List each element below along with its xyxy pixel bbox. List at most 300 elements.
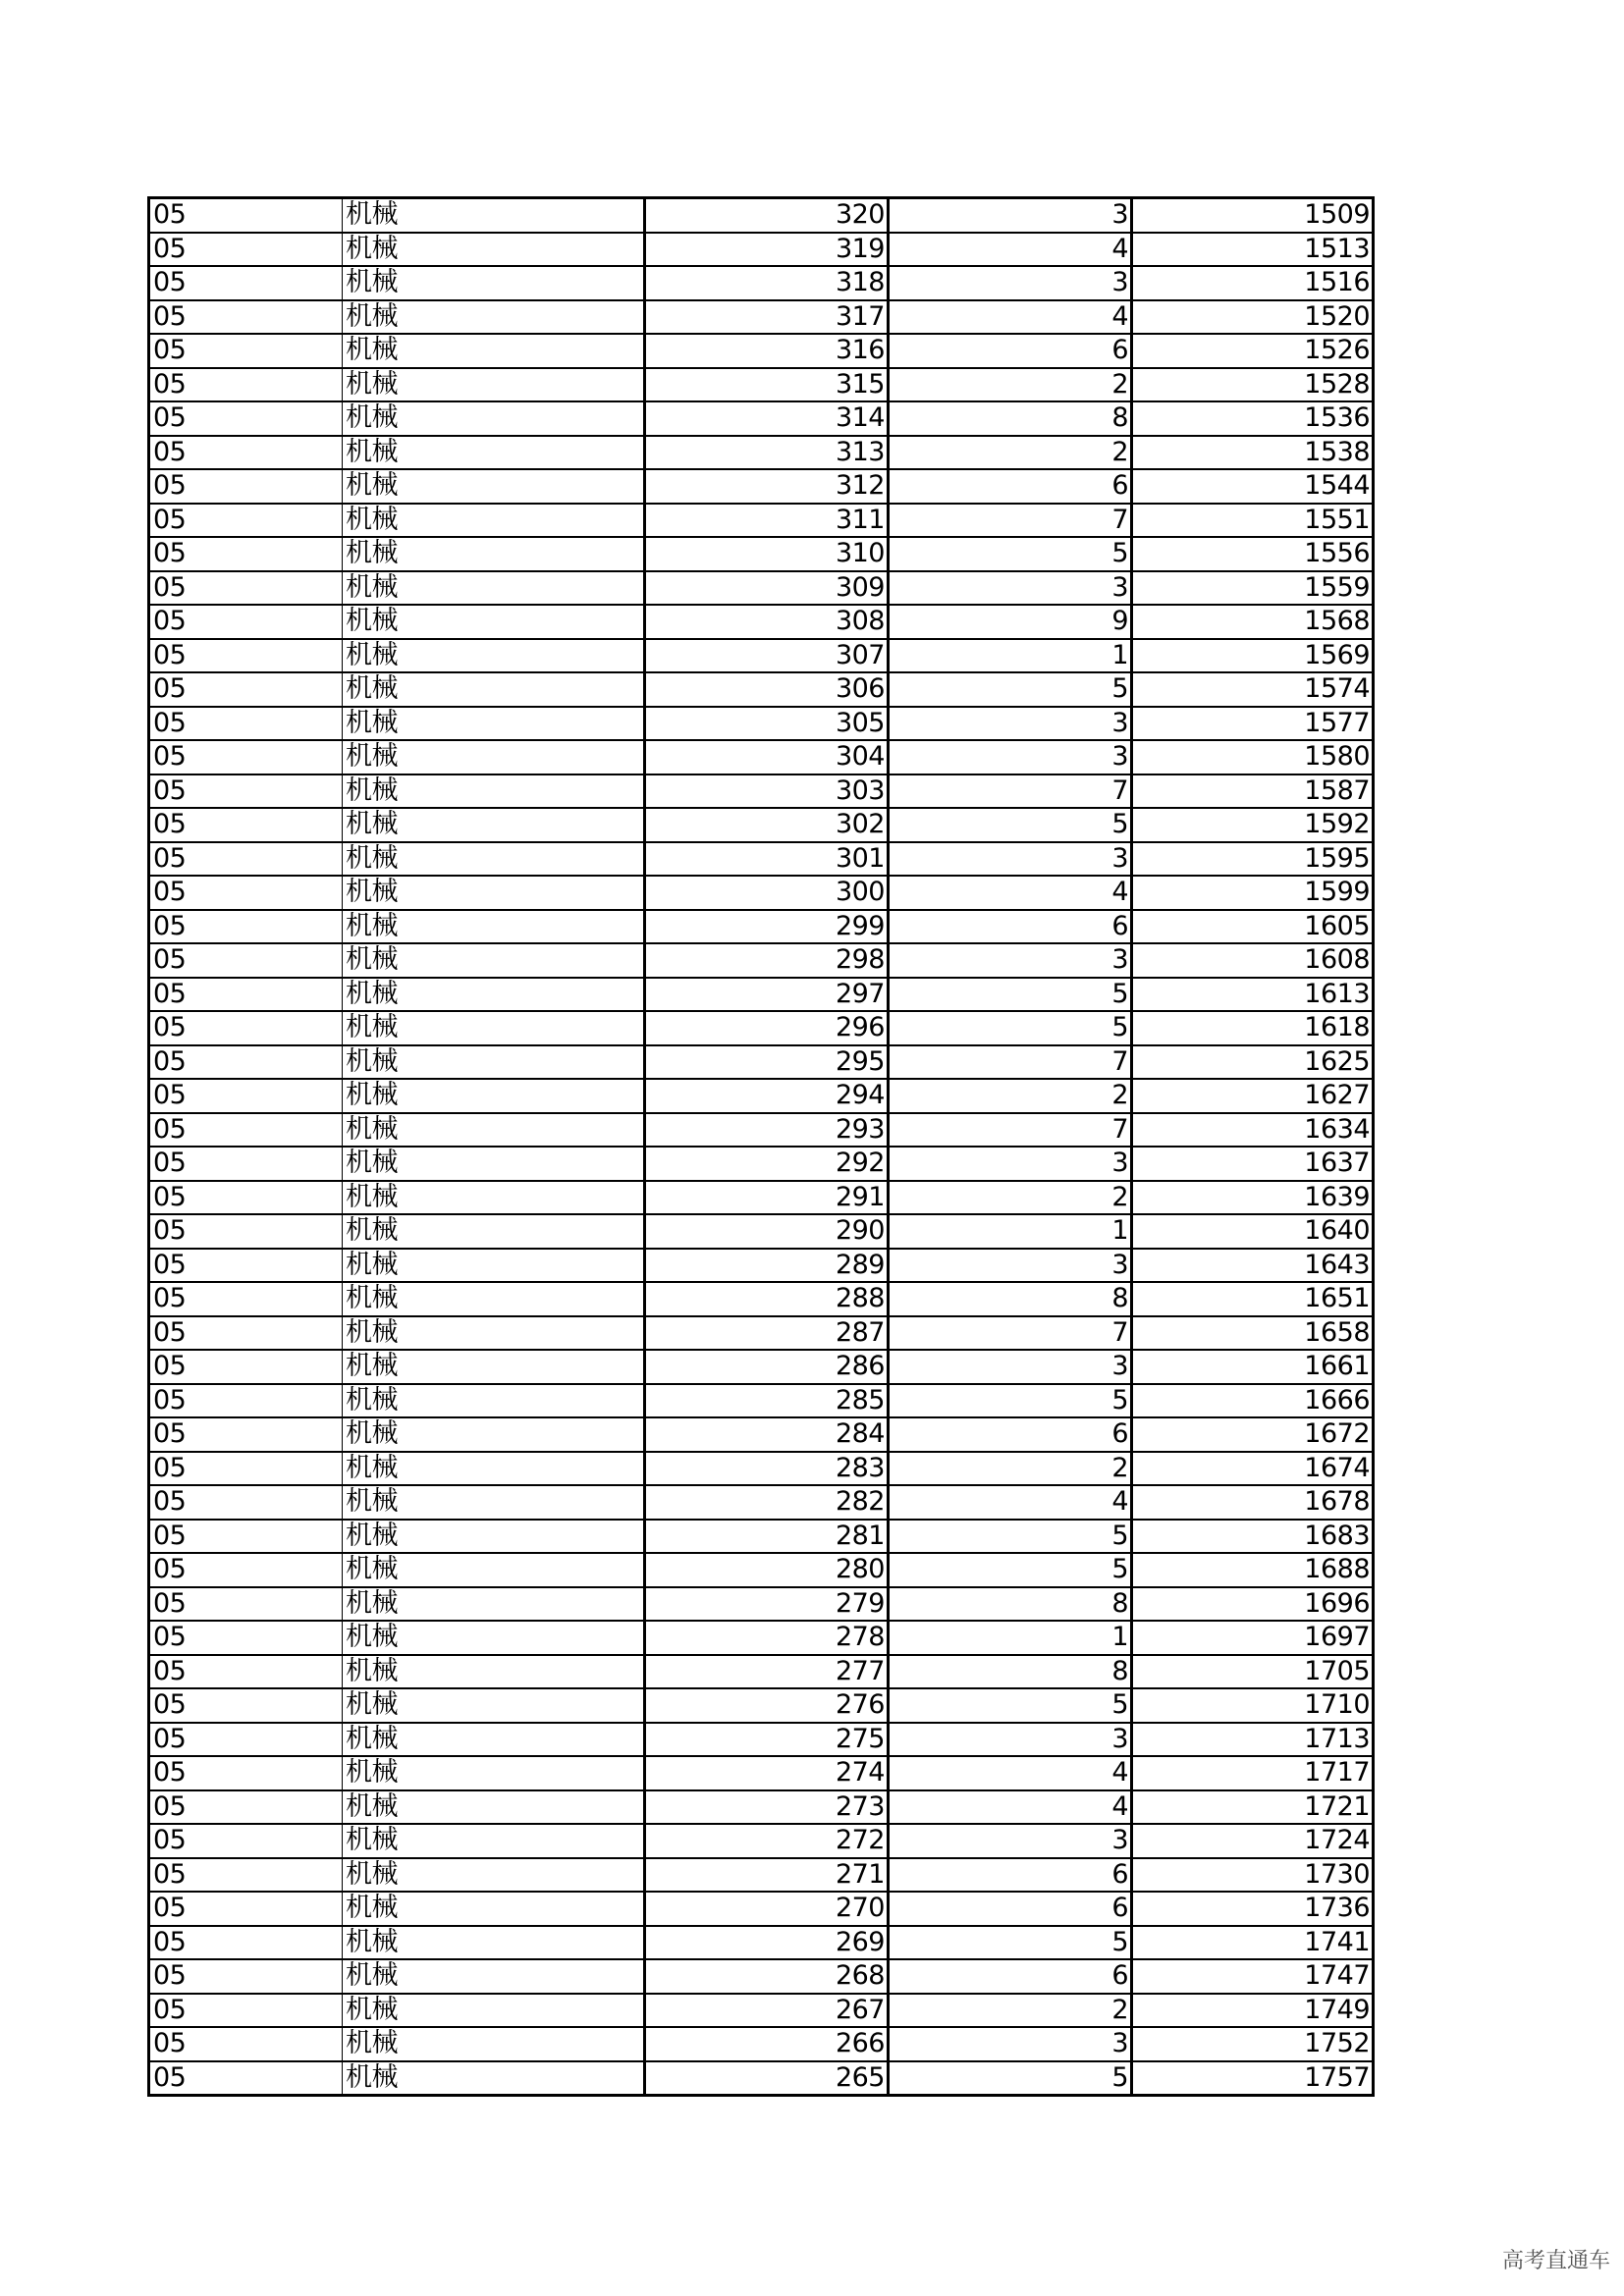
table-row — [149, 943, 1374, 978]
cumulative-cell: 1651 — [1132, 1282, 1374, 1316]
table-row — [149, 436, 1374, 470]
code-cell: 05 — [149, 1858, 343, 1893]
subject-cell: 机械 — [343, 910, 645, 944]
score-cell: 320 — [645, 198, 889, 233]
count-cell: 3 — [889, 1147, 1132, 1181]
subject-cell: 机械 — [343, 1350, 645, 1384]
subject-cell: 机械 — [343, 1316, 645, 1351]
code-cell: 05 — [149, 1959, 343, 1994]
code-cell: 05 — [149, 1892, 343, 1926]
cumulative-cell: 1516 — [1132, 266, 1374, 300]
table-row — [149, 1959, 1374, 1994]
code-cell: 05 — [149, 1790, 343, 1825]
cumulative-cell: 1536 — [1132, 401, 1374, 436]
score-cell: 288 — [645, 1282, 889, 1316]
code-cell: 05 — [149, 1147, 343, 1181]
cumulative-cell: 1741 — [1132, 1926, 1374, 1960]
subject-cell: 机械 — [343, 1553, 645, 1587]
subject-cell: 机械 — [343, 1892, 645, 1926]
cumulative-cell: 1757 — [1132, 2061, 1374, 2096]
subject-cell: 机械 — [343, 1790, 645, 1825]
score-cell: 299 — [645, 910, 889, 944]
cumulative-cell: 1697 — [1132, 1621, 1374, 1655]
cumulative-cell: 1526 — [1132, 334, 1374, 368]
subject-cell: 机械 — [343, 1858, 645, 1893]
table-row — [149, 842, 1374, 877]
score-cell: 267 — [645, 1994, 889, 2028]
count-cell: 4 — [889, 1756, 1132, 1790]
code-cell: 05 — [149, 1621, 343, 1655]
count-cell: 3 — [889, 943, 1132, 978]
code-cell: 05 — [149, 1723, 343, 1757]
table-row — [149, 1417, 1374, 1452]
subject-cell: 机械 — [343, 774, 645, 809]
count-cell: 5 — [889, 537, 1132, 571]
table-row — [149, 1214, 1374, 1249]
subject-cell: 机械 — [343, 1587, 645, 1622]
table-row — [149, 910, 1374, 944]
score-table — [147, 196, 1375, 2097]
count-cell: 5 — [889, 1520, 1132, 1554]
cumulative-cell: 1520 — [1132, 300, 1374, 335]
score-cell: 294 — [645, 1079, 889, 1113]
table-row — [149, 266, 1374, 300]
code-cell: 05 — [149, 876, 343, 910]
subject-cell: 机械 — [343, 740, 645, 774]
subject-cell: 机械 — [343, 469, 645, 504]
table-row — [149, 198, 1374, 233]
count-cell: 6 — [889, 1417, 1132, 1452]
subject-cell: 机械 — [343, 233, 645, 267]
score-cell: 289 — [645, 1249, 889, 1283]
cumulative-cell: 1599 — [1132, 876, 1374, 910]
score-cell: 287 — [645, 1316, 889, 1351]
cumulative-cell: 1625 — [1132, 1045, 1374, 1080]
table-row — [149, 876, 1374, 910]
subject-cell: 机械 — [343, 571, 645, 606]
table-row — [149, 1452, 1374, 1486]
table-row — [149, 1350, 1374, 1384]
cumulative-cell: 1710 — [1132, 1688, 1374, 1723]
score-cell: 270 — [645, 1892, 889, 1926]
table-row — [149, 571, 1374, 606]
cumulative-cell: 1752 — [1132, 2027, 1374, 2061]
cumulative-cell: 1730 — [1132, 1858, 1374, 1893]
count-cell: 7 — [889, 1113, 1132, 1148]
count-cell: 4 — [889, 233, 1132, 267]
count-cell: 4 — [889, 1790, 1132, 1825]
subject-cell: 机械 — [343, 876, 645, 910]
count-cell: 3 — [889, 1723, 1132, 1757]
code-cell: 05 — [149, 1113, 343, 1148]
score-cell: 300 — [645, 876, 889, 910]
count-cell: 7 — [889, 774, 1132, 809]
watermark-text: 高考直通车 — [1501, 2249, 1610, 2273]
count-cell: 6 — [889, 1892, 1132, 1926]
table-row — [149, 1553, 1374, 1587]
cumulative-cell: 1683 — [1132, 1520, 1374, 1554]
code-cell: 05 — [149, 1587, 343, 1622]
score-cell: 279 — [645, 1587, 889, 1622]
table-row — [149, 1587, 1374, 1622]
cumulative-cell: 1724 — [1132, 1824, 1374, 1858]
score-cell: 319 — [645, 233, 889, 267]
subject-cell: 机械 — [343, 943, 645, 978]
code-cell: 05 — [149, 605, 343, 639]
table-row — [149, 2061, 1374, 2096]
code-cell: 05 — [149, 334, 343, 368]
code-cell: 05 — [149, 198, 343, 233]
count-cell: 5 — [889, 1011, 1132, 1045]
score-cell: 275 — [645, 1723, 889, 1757]
code-cell: 05 — [149, 233, 343, 267]
cumulative-cell: 1721 — [1132, 1790, 1374, 1825]
cumulative-cell: 1736 — [1132, 1892, 1374, 1926]
cumulative-cell: 1592 — [1132, 808, 1374, 842]
score-cell: 310 — [645, 537, 889, 571]
table-row — [149, 1249, 1374, 1283]
code-cell: 05 — [149, 1079, 343, 1113]
code-cell: 05 — [149, 1520, 343, 1554]
subject-cell: 机械 — [343, 436, 645, 470]
count-cell: 2 — [889, 1079, 1132, 1113]
count-cell: 5 — [889, 1926, 1132, 1960]
code-cell: 05 — [149, 1214, 343, 1249]
score-cell: 268 — [645, 1959, 889, 1994]
count-cell: 3 — [889, 571, 1132, 606]
cumulative-cell: 1509 — [1132, 198, 1374, 233]
subject-cell: 机械 — [343, 1214, 645, 1249]
cumulative-cell: 1568 — [1132, 605, 1374, 639]
score-cell: 271 — [645, 1858, 889, 1893]
cumulative-cell: 1640 — [1132, 1214, 1374, 1249]
table-row — [149, 1147, 1374, 1181]
table-row — [149, 1790, 1374, 1825]
count-cell: 3 — [889, 1350, 1132, 1384]
score-cell: 265 — [645, 2061, 889, 2096]
code-cell: 05 — [149, 1417, 343, 1452]
code-cell: 05 — [149, 1316, 343, 1351]
table-row — [149, 707, 1374, 741]
subject-cell: 机械 — [343, 266, 645, 300]
subject-cell: 机械 — [343, 1282, 645, 1316]
table-row — [149, 1113, 1374, 1148]
count-cell: 3 — [889, 842, 1132, 877]
count-cell: 6 — [889, 1959, 1132, 1994]
code-cell: 05 — [149, 639, 343, 673]
code-cell: 05 — [149, 1045, 343, 1080]
code-cell: 05 — [149, 1282, 343, 1316]
table-row — [149, 537, 1374, 571]
code-cell: 05 — [149, 266, 343, 300]
score-cell: 313 — [645, 436, 889, 470]
count-cell: 4 — [889, 1485, 1132, 1520]
count-cell: 3 — [889, 1249, 1132, 1283]
code-cell: 05 — [149, 978, 343, 1012]
score-cell: 278 — [645, 1621, 889, 1655]
code-cell: 05 — [149, 1688, 343, 1723]
cumulative-cell: 1666 — [1132, 1384, 1374, 1418]
cumulative-cell: 1580 — [1132, 740, 1374, 774]
score-cell: 297 — [645, 978, 889, 1012]
subject-cell: 机械 — [343, 1011, 645, 1045]
score-cell: 285 — [645, 1384, 889, 1418]
code-cell: 05 — [149, 1011, 343, 1045]
score-cell: 305 — [645, 707, 889, 741]
count-cell: 2 — [889, 1452, 1132, 1486]
subject-cell: 机械 — [343, 334, 645, 368]
table-row — [149, 334, 1374, 368]
score-cell: 292 — [645, 1147, 889, 1181]
table-row — [149, 300, 1374, 335]
table-row — [149, 233, 1374, 267]
cumulative-cell: 1556 — [1132, 537, 1374, 571]
subject-cell: 机械 — [343, 707, 645, 741]
cumulative-cell: 1705 — [1132, 1655, 1374, 1689]
score-cell: 282 — [645, 1485, 889, 1520]
score-cell: 273 — [645, 1790, 889, 1825]
count-cell: 1 — [889, 1621, 1132, 1655]
code-cell: 05 — [149, 436, 343, 470]
table-row — [149, 1824, 1374, 1858]
count-cell: 5 — [889, 1553, 1132, 1587]
code-cell: 05 — [149, 910, 343, 944]
cumulative-cell: 1608 — [1132, 943, 1374, 978]
code-cell: 05 — [149, 808, 343, 842]
count-cell: 3 — [889, 198, 1132, 233]
score-cell: 284 — [645, 1417, 889, 1452]
code-cell: 05 — [149, 1824, 343, 1858]
code-cell: 05 — [149, 774, 343, 809]
subject-cell: 机械 — [343, 1147, 645, 1181]
cumulative-cell: 1605 — [1132, 910, 1374, 944]
score-cell: 316 — [645, 334, 889, 368]
table-row — [149, 639, 1374, 673]
code-cell: 05 — [149, 1553, 343, 1587]
subject-cell: 机械 — [343, 1384, 645, 1418]
cumulative-cell: 1513 — [1132, 233, 1374, 267]
count-cell: 5 — [889, 808, 1132, 842]
cumulative-cell: 1613 — [1132, 978, 1374, 1012]
subject-cell: 机械 — [343, 1688, 645, 1723]
score-cell: 276 — [645, 1688, 889, 1723]
count-cell: 2 — [889, 1181, 1132, 1215]
count-cell: 1 — [889, 1214, 1132, 1249]
cumulative-cell: 1559 — [1132, 571, 1374, 606]
score-cell: 266 — [645, 2027, 889, 2061]
subject-cell: 机械 — [343, 1249, 645, 1283]
cumulative-cell: 1696 — [1132, 1587, 1374, 1622]
score-cell: 298 — [645, 943, 889, 978]
score-cell: 274 — [645, 1756, 889, 1790]
cumulative-cell: 1643 — [1132, 1249, 1374, 1283]
score-cell: 286 — [645, 1350, 889, 1384]
cumulative-cell: 1688 — [1132, 1553, 1374, 1587]
cumulative-cell: 1618 — [1132, 1011, 1374, 1045]
score-cell: 301 — [645, 842, 889, 877]
code-cell: 05 — [149, 504, 343, 538]
subject-cell: 机械 — [343, 672, 645, 707]
count-cell: 5 — [889, 2061, 1132, 2096]
score-cell: 303 — [645, 774, 889, 809]
code-cell: 05 — [149, 537, 343, 571]
count-cell: 3 — [889, 740, 1132, 774]
code-cell: 05 — [149, 1994, 343, 2028]
table-row — [149, 2027, 1374, 2061]
table-row — [149, 401, 1374, 436]
table-row — [149, 1384, 1374, 1418]
count-cell: 4 — [889, 876, 1132, 910]
cumulative-cell: 1595 — [1132, 842, 1374, 877]
score-table-body — [149, 198, 1374, 2096]
score-cell: 308 — [645, 605, 889, 639]
table-row — [149, 1994, 1374, 2028]
count-cell: 3 — [889, 266, 1132, 300]
cumulative-cell: 1577 — [1132, 707, 1374, 741]
code-cell: 05 — [149, 1926, 343, 1960]
score-cell: 283 — [645, 1452, 889, 1486]
subject-cell: 机械 — [343, 639, 645, 673]
subject-cell: 机械 — [343, 198, 645, 233]
subject-cell: 机械 — [343, 368, 645, 402]
cumulative-cell: 1574 — [1132, 672, 1374, 707]
table-row — [149, 1520, 1374, 1554]
subject-cell: 机械 — [343, 537, 645, 571]
cumulative-cell: 1627 — [1132, 1079, 1374, 1113]
table-row — [149, 1926, 1374, 1960]
score-cell: 306 — [645, 672, 889, 707]
score-cell: 318 — [645, 266, 889, 300]
subject-cell: 机械 — [343, 1621, 645, 1655]
table-row — [149, 978, 1374, 1012]
cumulative-cell: 1658 — [1132, 1316, 1374, 1351]
score-cell: 312 — [645, 469, 889, 504]
subject-cell: 机械 — [343, 1520, 645, 1554]
score-cell: 291 — [645, 1181, 889, 1215]
subject-cell: 机械 — [343, 504, 645, 538]
count-cell: 5 — [889, 1688, 1132, 1723]
count-cell: 6 — [889, 469, 1132, 504]
subject-cell: 机械 — [343, 808, 645, 842]
count-cell: 6 — [889, 1858, 1132, 1893]
table-row — [149, 504, 1374, 538]
score-cell: 295 — [645, 1045, 889, 1080]
code-cell: 05 — [149, 707, 343, 741]
subject-cell: 机械 — [343, 300, 645, 335]
subject-cell: 机械 — [343, 1417, 645, 1452]
cumulative-cell: 1528 — [1132, 368, 1374, 402]
subject-cell: 机械 — [343, 401, 645, 436]
table-row — [149, 1655, 1374, 1689]
cumulative-cell: 1639 — [1132, 1181, 1374, 1215]
subject-cell: 机械 — [343, 1926, 645, 1960]
count-cell: 7 — [889, 1316, 1132, 1351]
code-cell: 05 — [149, 740, 343, 774]
score-cell: 317 — [645, 300, 889, 335]
cumulative-cell: 1678 — [1132, 1485, 1374, 1520]
table-row — [149, 1723, 1374, 1757]
count-cell: 8 — [889, 1587, 1132, 1622]
subject-cell: 机械 — [343, 978, 645, 1012]
subject-cell: 机械 — [343, 1723, 645, 1757]
code-cell: 05 — [149, 1452, 343, 1486]
table-row — [149, 1181, 1374, 1215]
count-cell: 8 — [889, 1282, 1132, 1316]
table-row — [149, 469, 1374, 504]
table-row — [149, 605, 1374, 639]
table-row — [149, 1756, 1374, 1790]
count-cell: 5 — [889, 1384, 1132, 1418]
table-row — [149, 1011, 1374, 1045]
code-cell: 05 — [149, 1756, 343, 1790]
count-cell: 7 — [889, 1045, 1132, 1080]
cumulative-cell: 1544 — [1132, 469, 1374, 504]
subject-cell: 机械 — [343, 1045, 645, 1080]
table-row — [149, 1316, 1374, 1351]
subject-cell: 机械 — [343, 1079, 645, 1113]
subject-cell: 机械 — [343, 1452, 645, 1486]
count-cell: 2 — [889, 1994, 1132, 2028]
count-cell: 6 — [889, 910, 1132, 944]
cumulative-cell: 1672 — [1132, 1417, 1374, 1452]
score-cell: 277 — [645, 1655, 889, 1689]
subject-cell: 机械 — [343, 1756, 645, 1790]
table-row — [149, 1621, 1374, 1655]
subject-cell: 机械 — [343, 1181, 645, 1215]
subject-cell: 机械 — [343, 842, 645, 877]
cumulative-cell: 1634 — [1132, 1113, 1374, 1148]
score-cell: 302 — [645, 808, 889, 842]
count-cell: 9 — [889, 605, 1132, 639]
cumulative-cell: 1587 — [1132, 774, 1374, 809]
code-cell: 05 — [149, 672, 343, 707]
count-cell: 1 — [889, 639, 1132, 673]
count-cell: 7 — [889, 504, 1132, 538]
code-cell: 05 — [149, 1485, 343, 1520]
score-cell: 309 — [645, 571, 889, 606]
count-cell: 5 — [889, 672, 1132, 707]
table-row — [149, 808, 1374, 842]
subject-cell: 机械 — [343, 1655, 645, 1689]
table-row — [149, 1079, 1374, 1113]
count-cell: 3 — [889, 2027, 1132, 2061]
subject-cell: 机械 — [343, 605, 645, 639]
count-cell: 3 — [889, 1824, 1132, 1858]
subject-cell: 机械 — [343, 1824, 645, 1858]
subject-cell: 机械 — [343, 2027, 645, 2061]
cumulative-cell: 1569 — [1132, 639, 1374, 673]
count-cell: 6 — [889, 334, 1132, 368]
count-cell: 4 — [889, 300, 1132, 335]
table-row — [149, 672, 1374, 707]
score-cell: 280 — [645, 1553, 889, 1587]
score-cell: 307 — [645, 639, 889, 673]
table-row — [149, 774, 1374, 809]
table-row — [149, 1282, 1374, 1316]
subject-cell: 机械 — [343, 1994, 645, 2028]
count-cell: 2 — [889, 368, 1132, 402]
score-cell: 311 — [645, 504, 889, 538]
cumulative-cell: 1551 — [1132, 504, 1374, 538]
table-row — [149, 368, 1374, 402]
count-cell: 5 — [889, 978, 1132, 1012]
cumulative-cell: 1637 — [1132, 1147, 1374, 1181]
table-row — [149, 1688, 1374, 1723]
code-cell: 05 — [149, 2061, 343, 2096]
count-cell: 3 — [889, 707, 1132, 741]
code-cell: 05 — [149, 469, 343, 504]
code-cell: 05 — [149, 1350, 343, 1384]
